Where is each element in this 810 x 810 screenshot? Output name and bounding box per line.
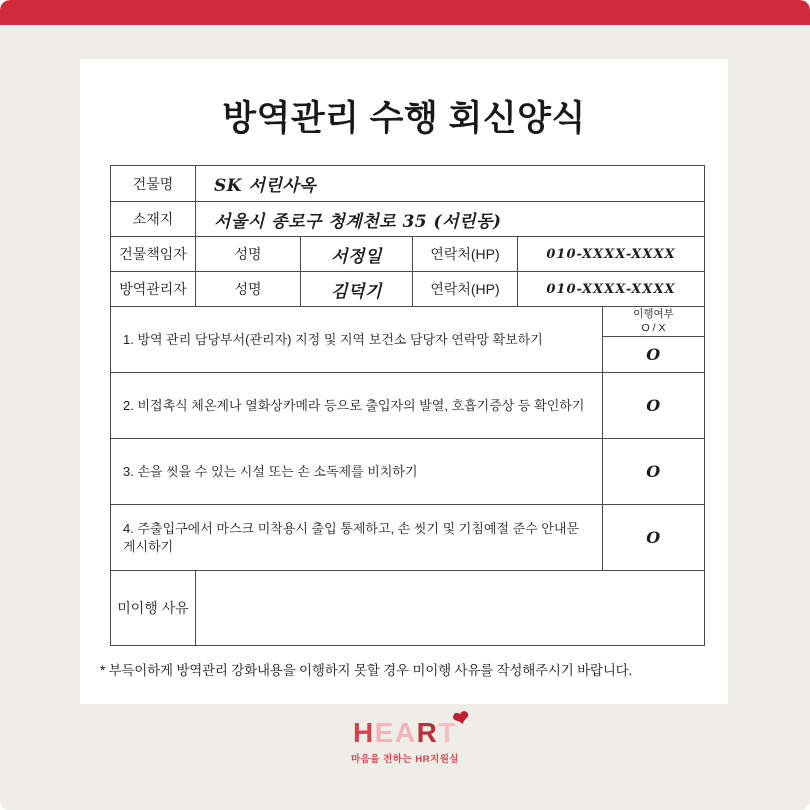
checklist-item-4-text: 4. 주출입구에서 마스크 미착용시 출입 통제하고, 손 씻기 및 기침예절 준수 안내문 게시하기 xyxy=(123,520,580,554)
logo-tagline: 마음을 전하는 HR지원실 xyxy=(350,753,460,765)
checklist-row-1 xyxy=(111,306,704,372)
table-row-building xyxy=(111,166,704,201)
checklist-row-3 xyxy=(111,438,704,504)
quarantine-form-table xyxy=(110,165,705,646)
heart-logo xyxy=(0,706,810,765)
building-value-field[interactable]: SK 서린사옥 xyxy=(195,166,704,201)
table-row-quarantine-manager xyxy=(111,271,704,306)
quarantine-manager-phone-field[interactable]: 010-XXXX-XXXX xyxy=(517,272,704,306)
logo-letter-a: A xyxy=(394,717,417,748)
checklist-row-2 xyxy=(111,372,704,438)
table-row-address xyxy=(111,201,704,236)
checklist-item-1-text: 1. 방역 관리 담당부서(관리자) 지정 및 지역 보건소 담당자 연락망 확보하기 xyxy=(123,331,543,347)
footnote: * 부득이하게 방역관리 강화내용을 이행하지 못할 경우 미이행 사유를 작성해주시기 바랍니다. xyxy=(100,663,633,678)
address-label: 소재지 xyxy=(132,211,174,227)
logo-letter-h: H xyxy=(353,717,375,748)
checklist-item-1-status-field[interactable]: O xyxy=(646,345,661,364)
building-manager-role-label: 건물책임자 xyxy=(119,246,187,262)
building-manager-contact-label: 연락처(HP) xyxy=(412,237,517,271)
checklist-item-3-status-field[interactable]: O xyxy=(602,439,704,504)
table-row-building-manager xyxy=(111,236,704,271)
status-header-line2: O / X xyxy=(641,321,666,334)
heart-icon: ❤ xyxy=(450,706,474,732)
building-manager-name-field[interactable]: 서정일 xyxy=(300,237,412,271)
checklist-item-2-status-field[interactable]: O xyxy=(602,373,704,438)
top-red-bar xyxy=(0,0,810,27)
quarantine-manager-role-label: 방역관리자 xyxy=(119,281,187,297)
logo-letter-e: E xyxy=(374,717,395,748)
building-manager-name-label: 성명 xyxy=(195,237,300,271)
heart-logo-word xyxy=(353,706,474,749)
checklist-item-3-text: 3. 손을 씻을 수 있는 시설 또는 손 소독제를 비치하기 xyxy=(123,463,418,479)
noncompliance-label: 미이행 사유 xyxy=(117,600,189,616)
address-value-field[interactable]: 서울시 종로구 청계천로 35 (서린동) xyxy=(195,202,704,236)
building-label: 건물명 xyxy=(132,175,174,192)
table-row-noncompliance xyxy=(111,570,704,645)
status-header-line1: 이행여부 xyxy=(633,307,674,320)
page-title: 방역관리 수행 회신양식 xyxy=(222,99,586,138)
checklist-item-4-status-field[interactable]: O xyxy=(602,505,704,570)
checklist-item-2-text: 2. 비접촉식 체온계나 열화상카메라 등으로 출입자의 발열, 호흡기증상 등 확인하기 xyxy=(123,397,585,413)
checklist-item-1-status-column xyxy=(602,307,704,372)
quarantine-manager-name-label: 성명 xyxy=(195,272,300,306)
checklist-row-4 xyxy=(111,504,704,570)
noncompliance-value-field[interactable] xyxy=(195,571,704,645)
quarantine-manager-name-field[interactable]: 김덕기 xyxy=(300,272,412,306)
logo-letter-t: T xyxy=(438,717,457,748)
logo-letter-r: R xyxy=(416,717,439,748)
document-card xyxy=(80,59,728,704)
quarantine-manager-contact-label: 연락처(HP) xyxy=(412,272,517,306)
building-manager-phone-field[interactable]: 010-XXXX-XXXX xyxy=(517,237,704,271)
status-header xyxy=(603,307,704,337)
